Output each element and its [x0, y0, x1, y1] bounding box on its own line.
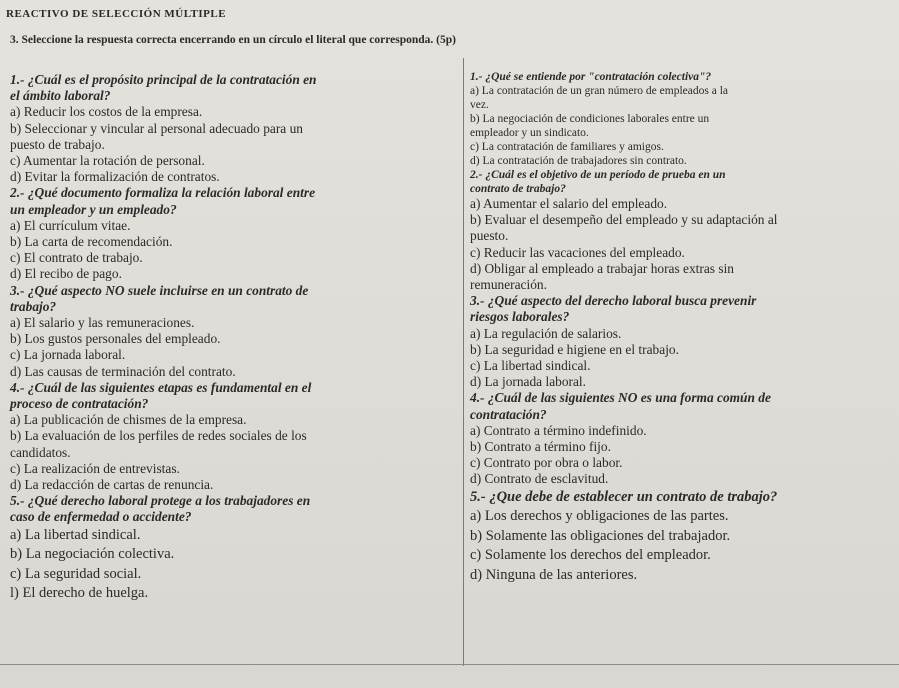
answer-option[interactable]: a) Aumentar el salario del empleado.: [470, 196, 668, 211]
bottom-rule: [0, 664, 899, 665]
answer-option[interactable]: c) Solamente los derechos del empleador.: [470, 547, 711, 564]
answer-option[interactable]: c) Aumentar la rotación de personal.: [10, 153, 205, 169]
answer-option[interactable]: a) El currículum vitae.: [10, 217, 131, 233]
answer-option[interactable]: b) La negociación colectiva.: [10, 546, 175, 563]
answer-option[interactable]: puesto de trabajo.: [10, 136, 105, 152]
right-column: [470, 70, 778, 585]
question-heading: contratación?: [470, 406, 547, 422]
answer-option[interactable]: a) La libertad sindical.: [10, 526, 141, 543]
answer-option[interactable]: a) Reducir los costos de la empresa.: [10, 104, 203, 120]
question-heading: 1.- ¿Qué se entiende por "contratación colectiva"?: [470, 71, 712, 83]
answer-option[interactable]: d) Obligar al empleado a trabajar horas extras sin: [470, 260, 734, 276]
question-heading: 3.- ¿Qué aspecto NO suele incluirse en un contrato de: [10, 282, 309, 298]
answer-option[interactable]: vez.: [470, 99, 489, 111]
answer-option[interactable]: a) La regulación de salarios.: [470, 325, 622, 341]
answer-option[interactable]: d) Contrato de esclavitud.: [470, 471, 609, 487]
answer-option[interactable]: b) Seleccionar y vincular al personal adecuado para un: [10, 120, 303, 136]
answer-option[interactable]: b) Los gustos personales del empleado.: [10, 331, 221, 347]
question-heading: 5.- ¿Que debe de establecer un contrato de trabajo?: [470, 488, 778, 505]
answer-option[interactable]: c) La realización de entrevistas.: [10, 460, 180, 476]
question-heading: 1.- ¿Cuál es el propósito principal de la contratación en: [10, 72, 317, 87]
answer-option[interactable]: d) La contratación de trabajadores sin contrato.: [470, 155, 687, 167]
answer-option[interactable]: b) Solamente las obligaciones del trabajador.: [470, 527, 731, 544]
answer-option[interactable]: candidatos.: [10, 444, 71, 460]
answer-option[interactable]: l) El derecho de huelga.: [10, 585, 149, 602]
question-heading: trabajo?: [10, 298, 57, 314]
question-heading: el ámbito laboral?: [10, 88, 111, 104]
answer-option[interactable]: b) La evaluación de los perfiles de redes sociales de los: [10, 428, 307, 444]
answer-option[interactable]: c) La jornada laboral.: [10, 347, 126, 363]
question-heading: 2.- ¿Qué documento formaliza la relación laboral entre: [10, 185, 316, 201]
answer-option[interactable]: c) La libertad sindical.: [470, 358, 591, 374]
question-heading: 5.- ¿Qué derecho laboral protege a los trabajadores en: [10, 493, 311, 509]
question-heading: proceso de contratación?: [10, 396, 149, 412]
question-heading: 4.- ¿Cuál de las siguientes NO es una forma común de: [470, 390, 771, 406]
answer-option[interactable]: b) La negociación de condiciones laborales entre un: [470, 113, 710, 125]
answer-option[interactable]: c) La contratación de familiares y amigos.: [470, 141, 664, 153]
answer-option[interactable]: c) El contrato de trabajo.: [10, 250, 143, 266]
answer-option[interactable]: a) La contratación de un gran número de empleados a la: [470, 85, 728, 97]
answer-option[interactable]: a) Los derechos y obligaciones de las partes.: [470, 508, 729, 525]
answer-option[interactable]: d) La redacción de cartas de renuncia.: [10, 477, 214, 493]
answer-option[interactable]: b) Evaluar el desempeño del empleado y su adaptación al: [470, 212, 778, 228]
answer-option[interactable]: d) La jornada laboral.: [470, 374, 586, 390]
answer-option[interactable]: puesto.: [470, 228, 509, 244]
question-heading: 4.- ¿Cuál de las siguientes etapas es fundamental en el: [10, 379, 312, 395]
question-heading: un empleador y un empleado?: [10, 201, 177, 217]
question-heading: 2.- ¿Cuál es el objetivo de un período de prueba en un: [470, 169, 726, 181]
answer-option[interactable]: c) Reducir las vacaciones del empleado.: [470, 244, 685, 260]
question-heading: contrato de trabajo?: [470, 183, 566, 195]
answer-option[interactable]: b) La seguridad e higiene en el trabajo.: [470, 341, 679, 357]
answer-option[interactable]: c) Contrato por obra o labor.: [470, 455, 623, 471]
worksheet-title: REACTIVO DE SELECCIÓN MÚLTIPLE: [6, 8, 227, 20]
instruction-text: 3. Seleccione la respuesta correcta encerrando en un círculo el literal que corresponda. (5p): [10, 34, 456, 46]
answer-option[interactable]: d) Las causas de terminación del contrato.: [10, 363, 236, 379]
answer-option[interactable]: b) Contrato a término fijo.: [470, 439, 611, 455]
answer-option[interactable]: b) La carta de recomendación.: [10, 234, 173, 250]
answer-option[interactable]: d) El recibo de pago.: [10, 266, 122, 282]
answer-option[interactable]: a) Contrato a término indefinido.: [470, 422, 647, 438]
answer-option[interactable]: a) El salario y las remuneraciones.: [10, 315, 195, 331]
answer-option[interactable]: a) La publicación de chismes de la empresa.: [10, 412, 247, 428]
left-column: [10, 72, 317, 604]
answer-option[interactable]: c) La seguridad social.: [10, 565, 142, 582]
question-heading: caso de enfermedad o accidente?: [10, 509, 192, 525]
answer-option[interactable]: d) Evitar la formalización de contratos.: [10, 169, 220, 185]
question-heading: 3.- ¿Qué aspecto del derecho laboral busca prevenir: [470, 293, 757, 309]
question-heading: riesgos laborales?: [470, 309, 570, 325]
answer-option[interactable]: d) Ninguna de las anteriores.: [470, 566, 638, 583]
column-divider: [463, 58, 464, 666]
answer-option[interactable]: remuneración.: [470, 277, 547, 293]
answer-option[interactable]: empleador y un sindicato.: [470, 127, 589, 139]
